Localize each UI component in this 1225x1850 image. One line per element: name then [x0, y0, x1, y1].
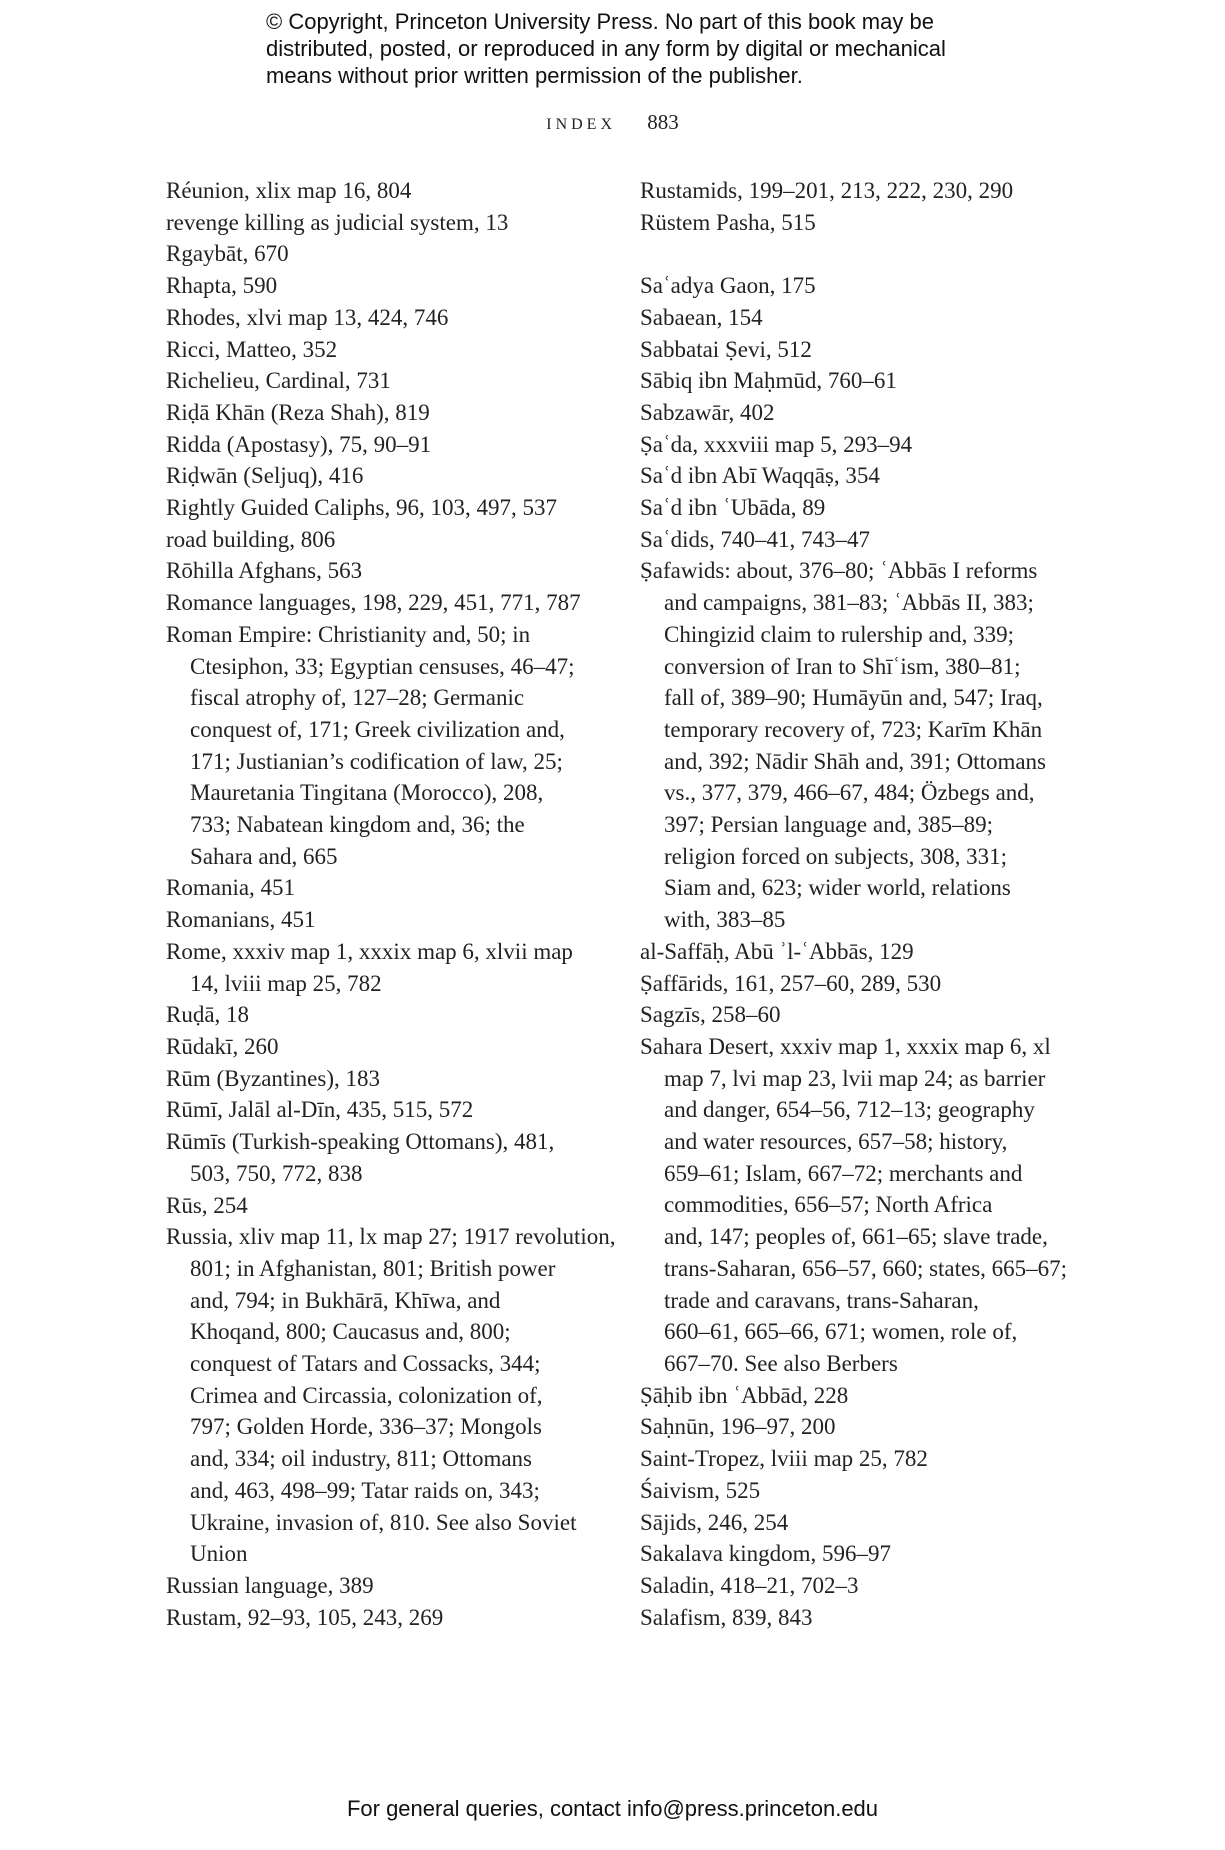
index-entry-line: Roman Empire: Christianity and, 50; in	[166, 621, 531, 647]
index-entry-line: Réunion, xlix map 16, 804	[166, 178, 412, 203]
index-entry-line: Ctesiphon, 33; Egyptian censuses, 46–47;	[190, 653, 575, 679]
index-entry-line: Rightly Guided Caliphs, 96, 103, 497, 537	[166, 495, 557, 521]
index-entry-line: Sagzīs, 258–60	[640, 1002, 781, 1028]
index-entry-line: 503, 750, 772, 838	[190, 1160, 363, 1186]
page-number: 883	[647, 110, 679, 134]
index-entry	[640, 524, 1070, 556]
index-entry-line: Rūs, 254	[166, 1192, 248, 1218]
index-entry	[166, 365, 596, 397]
index-entry-line: religion forced on subjects, 308, 331;	[664, 843, 1008, 869]
index-entry	[166, 1063, 596, 1095]
index-entry-line: Romanians, 451	[166, 907, 316, 933]
index-entry-line: Mauretania Tingitana (Morocco), 208,	[190, 780, 544, 806]
index-entry-line: Riḍā Khān (Reza Shah), 819	[166, 399, 430, 425]
index-entry-line: Saʿadya Gaon, 175	[640, 273, 816, 299]
index-entry	[640, 1538, 1070, 1570]
index-entry	[166, 397, 596, 429]
index-entry	[166, 460, 596, 492]
index-entry-line: and campaigns, 381–83; ʿAbbās II, 383;	[664, 590, 1034, 616]
index-entry-line: 397; Persian language and, 385–89;	[664, 812, 993, 838]
index-entry-line: and danger, 654–56, 712–13; geography	[664, 1097, 1035, 1123]
index-entry	[640, 1411, 1070, 1443]
index-entry	[640, 1602, 1070, 1634]
index-entry-line: 660–61, 665–66, 671; women, role of,	[664, 1319, 1018, 1345]
index-entry	[166, 524, 596, 556]
index-entry	[166, 936, 596, 999]
index-entry-line: Sabzawār, 402	[640, 399, 775, 425]
index-entry	[640, 429, 1070, 461]
index-entry	[166, 429, 596, 461]
entry-spacer	[640, 238, 1070, 270]
footer-contact: For general queries, contact info@press.princeton.edu	[346, 1796, 879, 1821]
index-entry-line: Sahara and, 665	[190, 843, 338, 869]
index-entry-line: Ṣaffārids, 161, 257–60, 289, 530	[640, 970, 942, 996]
index-entry-line: Rustamids, 199–201, 213, 222, 230, 290	[640, 178, 1014, 203]
index-entry	[166, 302, 596, 334]
index-entry-line: trade and caravans, trans-Saharan,	[664, 1287, 979, 1313]
index-entry-line: Russian language, 389	[166, 1572, 374, 1598]
index-column-left	[166, 175, 616, 1633]
index-entry-line: Ridda (Apostasy), 75, 90–91	[166, 431, 432, 457]
index-entry-line: conversion of Iran to Shīʿism, 380–81;	[664, 653, 1021, 679]
index-entry-line: Sābiq ibn Maḥmūd, 760–61	[640, 368, 897, 394]
index-entry	[166, 904, 596, 936]
index-entry	[640, 460, 1070, 492]
index-entry-line: Sājids, 246, 254	[640, 1509, 789, 1535]
index-entry-line: Ṣafawids: about, 376–80; ʿAbbās I reforms	[640, 558, 1038, 584]
index-entry-line: and, 794; in Bukhārā, Khīwa, and	[190, 1287, 501, 1313]
running-head-label: INDEX	[546, 116, 616, 133]
index-entry-line: 667–70. See also Berbers	[664, 1351, 898, 1376]
index-entry-line: Siam and, 623; wider world, relations	[664, 875, 1011, 901]
index-entry	[166, 587, 596, 619]
index-entry-line: Saḥnūn, 196–97, 200	[640, 1414, 836, 1440]
index-entry-line: fiscal atrophy of, 127–28; Germanic	[190, 685, 525, 711]
index-entry	[640, 1031, 1070, 1380]
index-entry-line: temporary recovery of, 723; Karīm Khān	[664, 716, 1043, 742]
index-entry-line: Riḍwān (Seljuq), 416	[166, 463, 364, 489]
index-entry	[640, 175, 1070, 207]
index-entry-line: 733; Nabatean kingdom and, 36; the	[190, 812, 525, 838]
index-entry-line: Rustam, 92–93, 105, 243, 269	[166, 1604, 444, 1630]
index-column-right	[640, 175, 1070, 1633]
index-entry-line: 659–61; Islam, 667–72; merchants and	[664, 1160, 1023, 1186]
index-entry	[166, 1602, 596, 1634]
index-entry	[640, 270, 1070, 302]
index-entry	[640, 1570, 1070, 1602]
index-entry-line: trans-Saharan, 656–57, 660; states, 665–67;	[664, 1255, 1068, 1281]
index-entry-line: conquest of, 171; Greek civilization and,	[190, 716, 565, 742]
index-entry	[640, 999, 1070, 1031]
index-entry-line: Rūmī, Jalāl al-Dīn, 435, 515, 572	[166, 1097, 474, 1123]
index-entry-line: Sabbatai Ṣevi, 512	[640, 336, 812, 362]
index-entry-line: with, 383–85	[664, 907, 786, 933]
index-entry-line: Romance languages, 198, 229, 451, 771, 787	[166, 590, 581, 616]
index-entry-line: 14, lviii map 25, 782	[190, 970, 382, 996]
index-entry-line: Rhodes, xlvi map 13, 424, 746	[166, 304, 449, 330]
index-entry	[166, 1570, 596, 1602]
index-entry-line: commodities, 656–57; North Africa	[664, 1192, 993, 1218]
index-entry	[166, 999, 596, 1031]
index-entry-line: and, 392; Nādir Shāh and, 391; Ottomans	[664, 748, 1047, 774]
index-entry-line: and, 147; peoples of, 661–65; slave trade,	[664, 1224, 1048, 1250]
index-entry-line: Ṣaʿda, xxxviii map 5, 293–94	[640, 431, 913, 457]
index-entry	[640, 1380, 1070, 1412]
index-entry-line: and water resources, 657–58; history,	[664, 1129, 1008, 1155]
index-entry	[640, 492, 1070, 524]
index-entry-line: Union	[190, 1541, 248, 1567]
index-entry	[640, 207, 1070, 239]
index-entry-line: Salafism, 839, 843	[640, 1604, 813, 1630]
index-entry	[640, 968, 1070, 1000]
index-entry	[166, 872, 596, 904]
index-entry-line: Rome, xxxiv map 1, xxxix map 6, xlvii map	[166, 938, 573, 964]
index-entry-line: Rūdakī, 260	[166, 1033, 279, 1059]
index-entry-line: Sabaean, 154	[640, 304, 763, 330]
index-entry-line: Rhapta, 590	[166, 273, 278, 299]
index-entry	[166, 270, 596, 302]
index-entry	[166, 1221, 616, 1570]
index-entry-line: Richelieu, Cardinal, 731	[166, 368, 391, 394]
index-entry-line: vs., 377, 379, 466–67, 484; Özbegs and,	[664, 780, 1035, 806]
index-entry	[166, 175, 596, 207]
index-entry-line: Rūmīs (Turkish-speaking Ottomans), 481,	[166, 1129, 555, 1155]
index-entry	[166, 207, 596, 239]
index-entry-line: 171; Justianian’s codification of law, 25;	[190, 748, 563, 774]
index-entry	[166, 238, 596, 270]
index-entry-line: Romania, 451	[166, 875, 296, 901]
index-entry	[640, 365, 1070, 397]
index-entry-line: fall of, 389–90; Humāyūn and, 547; Iraq,	[664, 685, 1043, 711]
index-entry-line: Ricci, Matteo, 352	[166, 336, 338, 362]
running-head	[0, 110, 1225, 135]
index-entry-line: al-Saffāḥ, Abū ʾl-ʿAbbās, 129	[640, 938, 914, 964]
index-entry	[166, 1126, 596, 1189]
index-entry	[166, 1094, 596, 1126]
copyright-notice: © Copyright, Princeton University Press. No part of this book may be distributed, posted, or reproduced in any form by digital or mechanical means without prior written permission of the publisher.	[266, 9, 946, 88]
index-entry-line: road building, 806	[166, 526, 336, 552]
index-entry	[640, 936, 1070, 968]
index-entry	[166, 492, 596, 524]
index-entry-line: Rgaybāt, 670	[166, 241, 289, 267]
index-entry-line: Śaivism, 525	[640, 1477, 761, 1503]
index-entry-line: and, 334; oil industry, 811; Ottomans	[190, 1446, 533, 1472]
index-entry-line: Saint-Tropez, lviii map 25, 782	[640, 1446, 928, 1472]
index-entry-line: and, 463, 498–99; Tatar raids on, 343;	[190, 1477, 540, 1503]
index-entry	[640, 1507, 1070, 1539]
index-entry-line: Saʿdids, 740–41, 743–47	[640, 526, 870, 552]
index-entry-line: Saʿd ibn Abī Waqqāṣ, 354	[640, 463, 880, 489]
index-entry-line: Sahara Desert, xxxiv map 1, xxxix map 6, xl	[640, 1033, 1051, 1059]
index-entry-line: Saladin, 418–21, 702–3	[640, 1572, 859, 1598]
index-entry	[640, 397, 1070, 429]
index-entry-line: map 7, lvi map 23, lvii map 24; as barrier	[664, 1065, 1046, 1091]
index-entry-line: Rōhilla Afghans, 563	[166, 558, 363, 584]
index-entry-line: conquest of Tatars and Cossacks, 344;	[190, 1351, 541, 1377]
index-entry-line: Ukraine, invasion of, 810. See also Soviet	[190, 1509, 577, 1535]
index-entry-line: 801; in Afghanistan, 801; British power	[190, 1255, 556, 1281]
index-entry-line: 797; Golden Horde, 336–37; Mongols	[190, 1414, 543, 1440]
index-entry-line: Khoqand, 800; Caucasus and, 800;	[190, 1319, 511, 1345]
index-entry-line: revenge killing as judicial system, 13	[166, 209, 509, 235]
index-entry-line: Crimea and Circassia, colonization of,	[190, 1382, 543, 1408]
index-entry-line: Ruḍā, 18	[166, 1002, 250, 1028]
index-entry	[166, 555, 596, 587]
index-entry-line: Ṣāḥib ibn ʿAbbād, 228	[640, 1382, 849, 1408]
index-entry-line: Saʿd ibn ʿUbāda, 89	[640, 495, 826, 521]
index-entry	[640, 1443, 1070, 1475]
index-entry-line: Chingizid claim to rulership and, 339;	[664, 621, 1015, 647]
index-entry	[640, 1475, 1070, 1507]
index-entry	[166, 1190, 596, 1222]
index-entry-line: Russia, xliv map 11, lx map 27; 1917 revolution,	[166, 1224, 616, 1250]
index-entry-line: Rüstem Pasha, 515	[640, 209, 816, 235]
index-entry-line: Rūm (Byzantines), 183	[166, 1065, 380, 1091]
index-entry	[640, 334, 1070, 366]
index-entry	[166, 334, 596, 366]
index-entry-line: Sakalava kingdom, 596–97	[640, 1541, 892, 1567]
index-entry	[166, 1031, 596, 1063]
index-entry	[640, 555, 1070, 935]
index-entry	[166, 619, 596, 873]
index-entry	[640, 302, 1070, 334]
